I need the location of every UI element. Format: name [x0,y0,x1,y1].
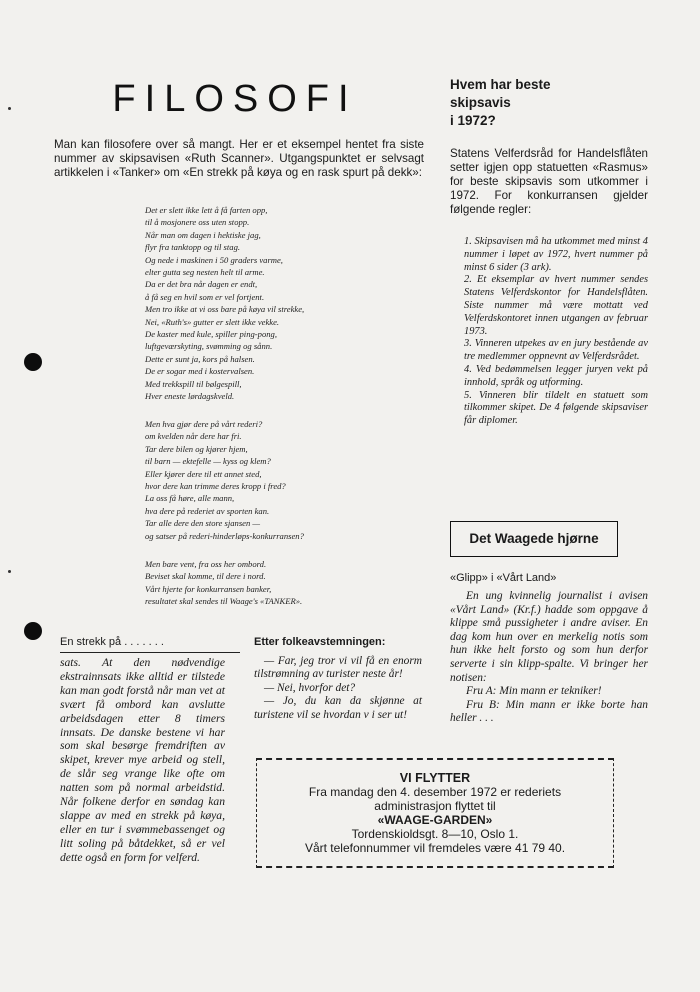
poem-line: og satser på rederi-hinderløps-konkurransen? [145,530,304,541]
poem-line: Dette er sunt ja, kors på halsen. [145,353,255,364]
etter-text [254,655,422,722]
contest-heading-line: i 1972? [450,113,496,128]
poem-line: Men bare vent, fra oss her ombord. [145,559,267,569]
poem-stanza-1 [145,204,405,403]
etter-heading: Etter folkeavstemningen: [254,636,386,648]
contest-heading-line: Hvem har beste [450,77,551,92]
poem-line: Beviset skal komme, til dere i nord. [145,571,266,582]
poem-stanza-3 [145,558,405,608]
glipp-paragraph: En ung kvinnelig journalist i avisen «Vårt Land» (Kr.f.) hadde som oppgave å klippe små pussigheter i andre aviser. En dag kom hun over en merkelig notis som hun ikke helt forsto og som hun derfor serverte i sin klipp-spalte. Vi bringer her notisen: [450,590,648,684]
poem-line: Når man om dagen i hektiske jag, [145,229,261,240]
moving-heading: VI FLYTTER [399,771,471,785]
poem-line: De er sogar med i kostervalsen. [145,366,255,377]
contest-rule: 4. Ved bedømmelsen legger juryen vekt på innhold, språk og utforming. [464,363,648,388]
poem-line: Men hva gjør dere på vårt rederi? [145,419,263,429]
poem-line: flyr fra tanktopp og til stag. [145,242,241,253]
punch-hole [24,622,42,640]
poem-line: å få seg en hvil som er vel fortjent. [145,291,265,302]
strekk-text: sats. At den nødvendige ekstrainnsats ikke alltid er tilstede kan man godt forstå når man vet at svært få ombord kan avslutte arbeidsdagen etter 8 timers innsats. De danske bestene vi har som skal besørge fremdriften av skipet, krever mye arbeid og stell, de slår seg vrange like ofte om natten som på normal arbeidstid. Når folkene derfor en søndag kan slappe av med en strekk på køya, eller en tur i svømmebassenget og litt soling på båtdekket, så er vel dette også en form for velferd. [60,656,225,864]
moving-line: Fra mandag den 4. desember 1972 er rederiets [308,785,562,799]
contest-heading-line: skipsavis [450,95,511,110]
contest-rule: 2. Et eksemplar av hvert nummer sendes Statens Velferdskontor for Handelsflåten. Siste nummer må være mottatt ved Velferdskontoret innen utgangen av februar 1973. [464,274,648,337]
dialogue-line: — Jo, du kan da skjønne at turistene vil se hvordan v i ser ut! [254,695,422,721]
contest-rule: 3. Vinneren utpekes av en jury bestående av tre medlemmer oppnevnt av Velferdsrådet. [464,338,648,363]
moving-line: administrasjon flyttet til [374,799,496,813]
poem-line: luftgeværskyting, svømming og sånn. [145,341,273,352]
glipp-heading: «Glipp» i «Vårt Land» [450,572,557,584]
glipp-paragraph: Fru B: Min mann er ikke borte han heller . . . [450,698,648,725]
poem-line: Da er det bra når dagen er endt, [145,279,258,290]
poem-stanza-2 [145,418,405,542]
poem-line: om kvelden når dere har fri. [145,431,242,442]
poem-line: til barn — ektefelle — kyss og klem? [145,456,271,467]
poem-line: Med trekkspill til bølgespill, [145,378,242,389]
poem-line: hvor dere kan trimme deres kropp i fred? [145,481,286,492]
poem-line: Vårt hjerte for konkurransen banker, [145,583,272,594]
contest-heading [450,76,650,130]
dialogue-line: — Nei, hvorfor det? [264,681,356,694]
punch-hole [24,353,42,371]
contest-rules [464,236,648,428]
page-title: FILOSOFI [112,78,358,120]
glipp-text [450,590,648,726]
poem-line: elter gutta seg nesten helt til arme. [145,267,265,278]
moving-phone: Vårt telefonnummer vil fremdeles være 41 79 40. [304,841,566,855]
poem-line: Tar alle dere den store sjansen — [145,518,261,529]
poem-line: Og nede i maskinen i 50 graders varme, [145,254,283,265]
contest-rule: 5. Vinneren blir tildelt en statuett som tilkommer skipet. De 4 følgende skipsaviser får diplomer. [464,389,648,427]
intro-paragraph: Man kan filosofere over så mangt. Her er et eksempel hentet fra siste nummer av skipsavisen «Ruth Scanner». Utgangspunktet er selvsagt artikkelen i «Tanker» om «En strekk på køya og en rask spurt på dekk»: [54,138,424,179]
corner-box-heading: Det Waagede hjørne [450,521,618,557]
poem-line: Nei, «Ruth's» gutter er slett ikke vekke. [145,316,280,327]
poem-line: De kaster med kule, spiller ping-pong, [145,329,277,340]
moving-address: Tordenskioldsgt. 8—10, Oslo 1. [351,827,519,841]
poem-line: Eller kjører dere til ett annet sted, [145,468,262,479]
poem-line: resultatet skal sendes til Waage's «TANKER». [145,596,303,607]
moving-building-name: «WAAGE-GARDEN» [377,813,493,827]
moving-notice [256,758,614,868]
strekk-heading: En strekk på . . . . . . . [60,636,240,653]
poem-line: Hver eneste lørdagskveld. [145,391,235,402]
glipp-paragraph: Fru A: Min mann er tekniker! [466,685,602,698]
poem-line: Det er slett ikke lett å få farten opp, [145,205,268,215]
poem-line: La oss få høre, alle mann, [145,493,235,504]
poem-line: hva dere på rederiet av sporten kan. [145,505,270,516]
speck [8,107,11,110]
contest-intro: Statens Velferdsråd for Handelsflåten setter igjen opp statuetten «Rasmus» for beste skipsavis som utkommer i 1972. For konkurransen gjelder følgende regler: [450,147,648,216]
speck [8,570,11,573]
dialogue-line: — Far, jeg tror vi vil få en enorm tilstrømning av turister neste år! [254,655,422,681]
poem-line: til å mosjonere oss uten stopp. [145,217,250,228]
poem-line: Men tro ikke at vi oss bare på køya vil strekke, [145,304,305,315]
poem-line: Tar dere bilen og kjører hjem, [145,443,248,454]
contest-rule: 1. Skipsavisen må ha utkommet med minst 4 nummer i løpet av 1972, hvert nummer på minst 6 sider (3 ark). [464,236,648,273]
